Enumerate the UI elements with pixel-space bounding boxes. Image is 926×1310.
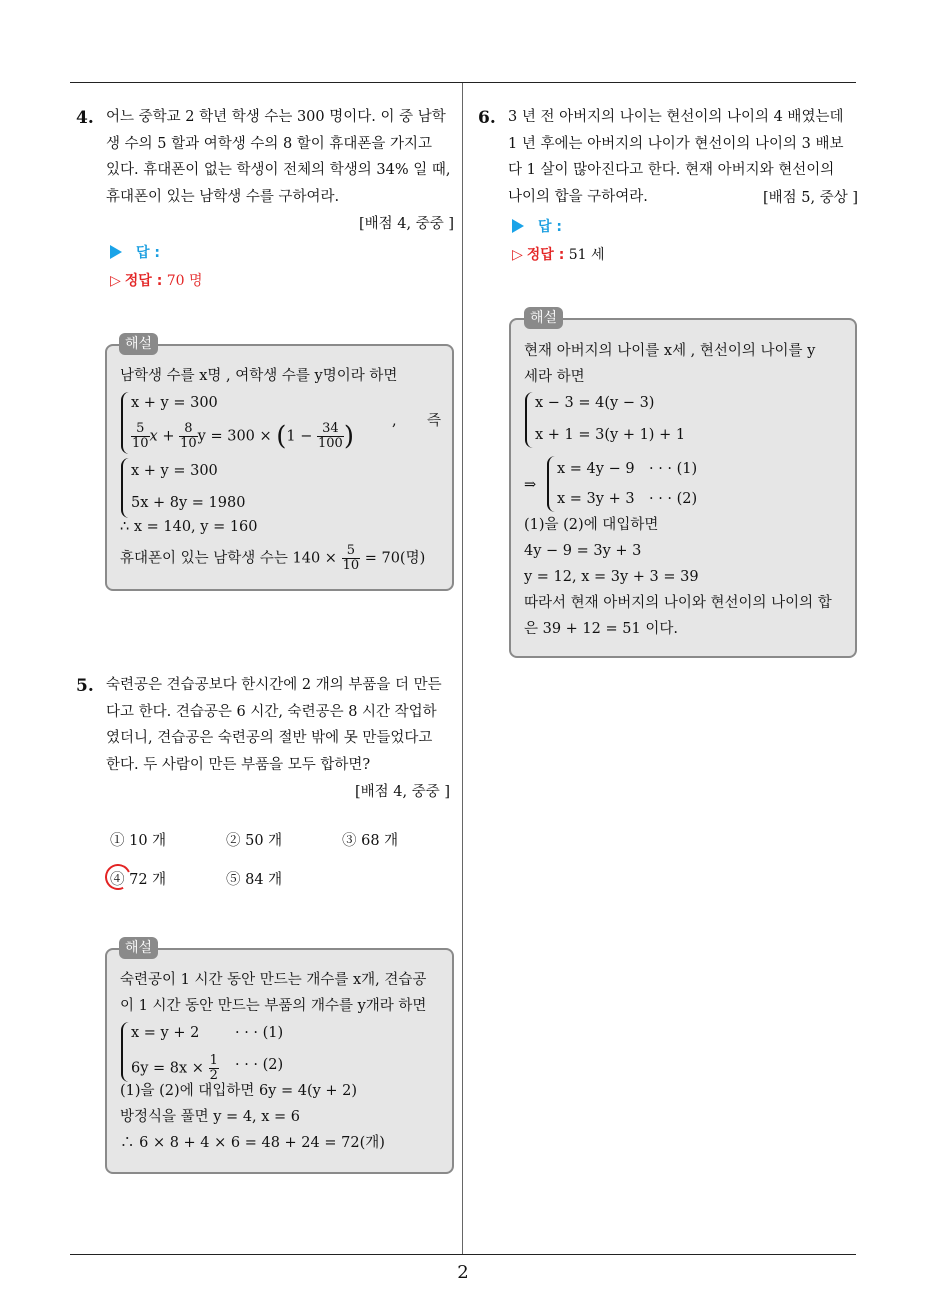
bottom-rule	[70, 1254, 856, 1255]
answer-label: 답 :	[136, 245, 160, 261]
question-5-line: 다고 한다. 견습공은 6 시간, 숙련공은 8 시간 작업하	[106, 703, 437, 720]
solution-line: 이 1 시간 동안 만드는 부품의 개수를 y개라 하면	[120, 998, 427, 1014]
play-triangle-icon	[512, 219, 524, 233]
question-5-line: 한다. 두 사람이 만든 부품을 모두 합하면?	[106, 756, 371, 773]
correct-value: 70 명	[166, 273, 203, 289]
question-5-text	[106, 672, 442, 778]
solution-line: 숙련공이 1 시간 동안 만드는 개수를 x개, 견습공	[120, 972, 427, 988]
choice-5[interactable]: ⑤ 84 개	[226, 872, 283, 888]
solution-line: y = 12, x = 3y + 3 = 39	[524, 569, 699, 585]
question-4-line: 있다. 휴대폰이 없는 학생이 전체의 학생의 34% 일 때,	[106, 162, 451, 178]
solution-equation: x = 4y − 9	[557, 461, 635, 477]
system-brace	[121, 1022, 131, 1082]
play-triangle-icon	[110, 245, 122, 259]
solution-line: 방정식을 풀면 y = 4, x = 6	[120, 1109, 301, 1125]
outline-triangle-icon: ▷	[110, 273, 121, 289]
solution-equation: 5x + 8y = 1980	[131, 495, 246, 511]
solution-equation: $\frac{5}{10}$ x + $\frac{8}{10}$ y = 300 × (1 − $\frac{34}{100}$ )	[132, 421, 354, 452]
solution-result: ∴ x = 140, y = 160	[120, 519, 258, 535]
solution-line: 4y − 9 = 3y + 3	[524, 543, 642, 559]
question-6-line: 1 년 후에는 아버지의 나이가 현선이의 나이의 3 배보	[508, 135, 844, 152]
choice-4[interactable]: ④ 72 개	[110, 872, 167, 888]
question-6-line: 3 년 전 아버지의 나이는 현선이의 나이의 4 배였는데	[508, 109, 844, 125]
column-divider	[462, 83, 463, 1254]
question-6-number: 6.	[478, 108, 496, 128]
correct-value: 51 세	[568, 247, 605, 263]
solution-equation: x − 3 = 4(y − 3)	[535, 395, 655, 411]
question-5-line: 였더니, 견습공은 숙련공의 절반 밖에 못 만들었다고	[106, 730, 433, 746]
solution-separator: ,	[392, 413, 397, 429]
question-5-solution-box	[105, 948, 454, 1174]
solution-equation: x + y = 300	[131, 395, 218, 411]
top-rule	[70, 82, 856, 83]
solution-arrow: ⇒	[524, 477, 537, 493]
question-6-solution-tag: 해설	[524, 307, 563, 329]
question-5-meta: [배점 4, 중중 ]	[354, 784, 450, 800]
choice-1[interactable]: ① 10 개	[110, 833, 167, 849]
question-4-line: 휴대폰이 있는 남학생 수를 구하여라.	[106, 188, 340, 205]
question-4-text	[106, 104, 450, 210]
question-4-number: 4.	[76, 108, 94, 128]
solution-line: ∴ 6 × 8 + 4 × 6 = 48 + 24 = 72(개)	[120, 1135, 385, 1151]
system-brace	[525, 392, 535, 448]
question-5-number: 5.	[76, 676, 94, 696]
question-4-line: 생 수의 5 할과 여학생 수의 8 할이 휴대폰을 가지고	[106, 135, 433, 152]
solution-final: 휴대폰이 있는 남학생 수는 140 × $\frac{5}{10}$ = 70(명)	[120, 543, 426, 573]
solution-equation: 6y = 8x × $\frac{1}{2}$	[131, 1053, 218, 1083]
question-4-correct-line	[110, 270, 203, 290]
answer-label: 답 :	[538, 219, 562, 235]
solution-line: 세라 하면	[524, 369, 585, 385]
solution-equation-tag: · · · (2)	[235, 1057, 284, 1073]
solution-equation-tag: · · · (1)	[649, 461, 698, 477]
question-6-line: 다 1 살이 많아진다고 한다. 현재 아버지와 현선이의	[508, 162, 835, 178]
question-4-meta: [배점 4, 중중 ]	[358, 216, 454, 232]
solution-equation-tag: · · · (2)	[649, 491, 698, 507]
solution-equation-tag: · · · (1)	[235, 1025, 284, 1041]
solution-line: 현재 아버지의 나이를 x세 , 현선이의 나이를 y	[524, 343, 816, 359]
solution-equation: x = 3y + 3	[557, 491, 635, 507]
page-number: 2	[457, 1262, 469, 1283]
choice-3[interactable]: ③ 68 개	[342, 833, 399, 849]
choice-2[interactable]: ② 50 개	[226, 833, 283, 849]
solution-line: (1)을 (2)에 대입하면	[524, 517, 659, 533]
solution-equation: x + y = 300	[131, 463, 218, 479]
outline-triangle-icon: ▷	[512, 247, 523, 263]
system-brace	[547, 456, 557, 512]
solution-line: (1)을 (2)에 대입하면 6y = 4(y + 2)	[120, 1083, 358, 1099]
solution-equation: x + 1 = 3(y + 1) + 1	[535, 427, 686, 443]
question-6-answer-line	[512, 216, 562, 236]
solution-jeuk: 즉	[427, 413, 442, 429]
solution-line: 남학생 수를 x명 , 여학생 수를 y명이라 하면	[120, 368, 398, 384]
question-6-line: 나이의 합을 구하여라.	[508, 188, 648, 205]
question-6-meta: [배점 5, 중상 ]	[762, 190, 858, 206]
question-6-correct-line	[512, 244, 605, 264]
system-brace	[121, 458, 131, 518]
solution-line: 따라서 현재 아버지의 나이와 현선이의 나이의 합	[524, 595, 832, 611]
question-5-line: 숙련공은 견습공보다 한시간에 2 개의 부품을 더 만든	[106, 677, 442, 693]
question-4-solution-box	[105, 344, 454, 591]
question-5-solution-tag: 해설	[119, 937, 158, 959]
question-6-solution-box	[509, 318, 857, 658]
correct-label: 정답 :	[124, 273, 163, 289]
question-4-line: 어느 중학교 2 학년 학생 수는 300 명이다. 이 중 남학	[106, 109, 446, 125]
solution-equation: x = y + 2	[131, 1025, 200, 1041]
question-4-solution-tag: 해설	[119, 333, 158, 355]
system-brace	[121, 392, 131, 454]
correct-label: 정답 :	[526, 247, 565, 263]
solution-line: 은 39 + 12 = 51 이다.	[524, 621, 678, 637]
question-4-answer-line	[110, 242, 160, 262]
